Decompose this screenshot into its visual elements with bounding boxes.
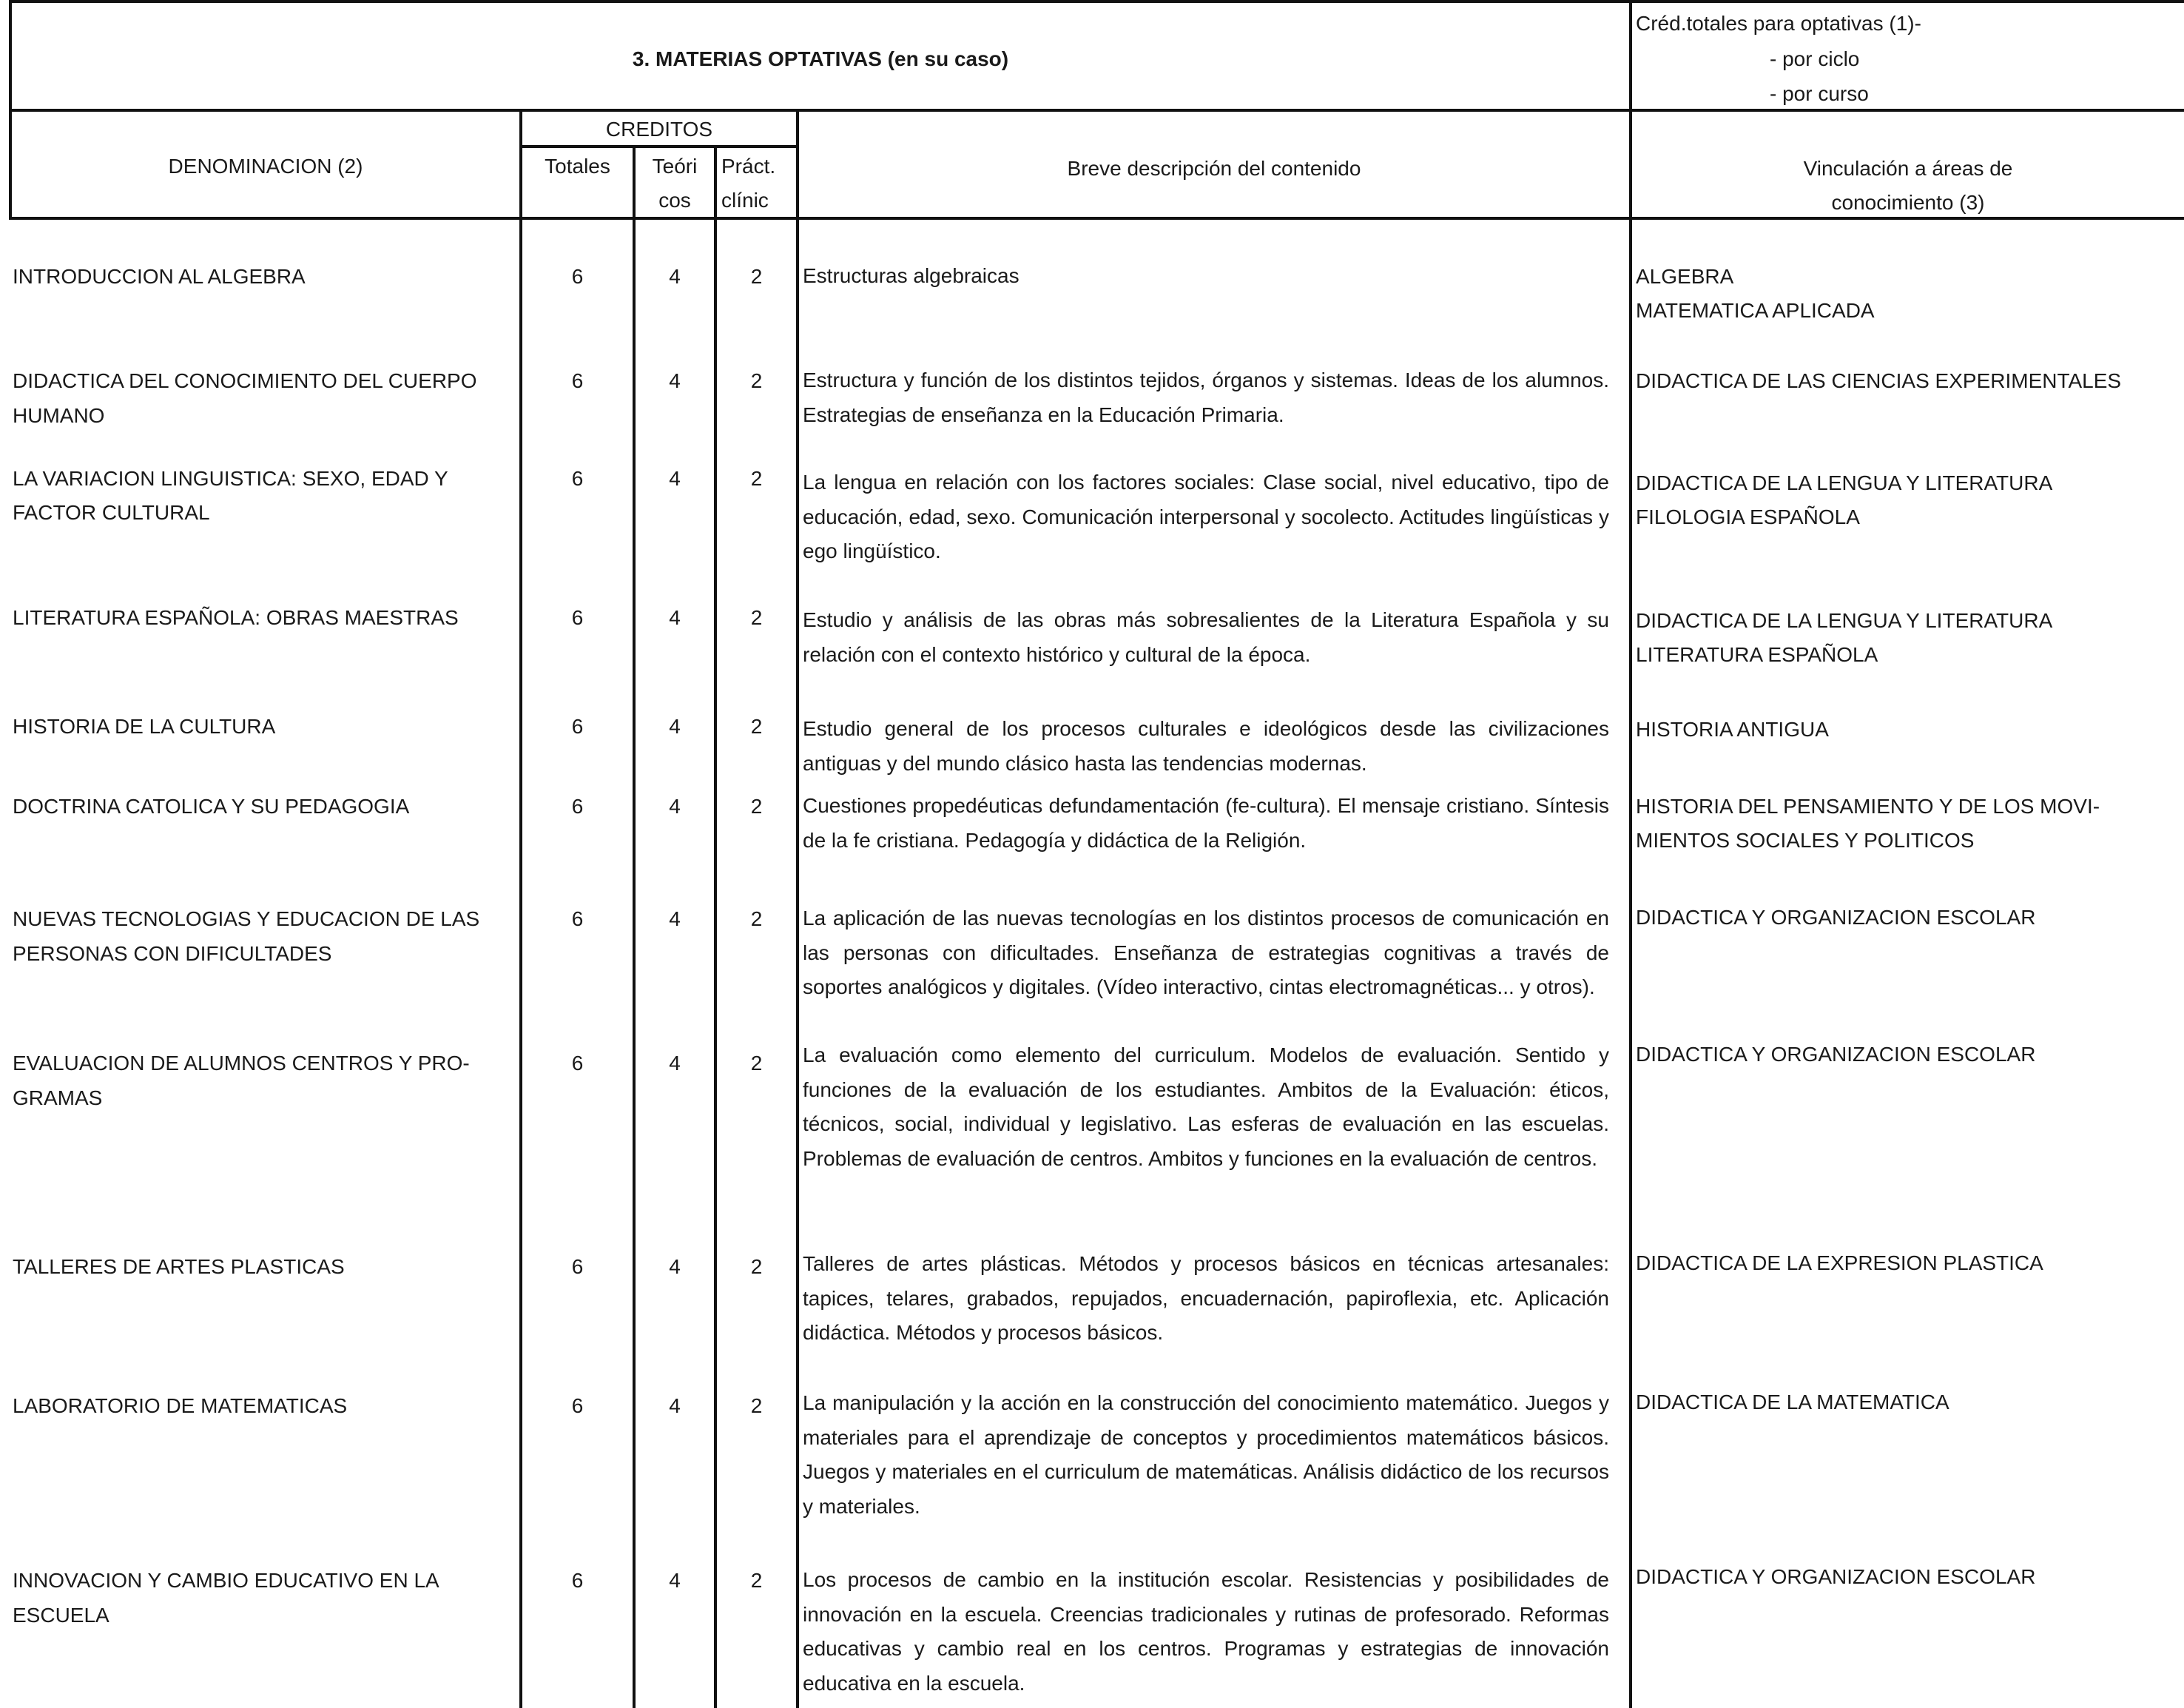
credits-note-line-1: Créd.totales para optativas (1)- — [1636, 12, 1921, 35]
knowledge-area: MIENTOS SOCIALES Y POLITICOS — [1636, 829, 1975, 852]
subject-description: Cuestiones propedéuticas defundamentación (fe-cultura). El mensaje cristiano. Síntesis de la fe cristiana. Pedagogía y didáctica de la Religión. — [803, 794, 1609, 852]
credits-totales: 6 — [571, 606, 584, 629]
credits-teoricos: 4 — [669, 1052, 681, 1075]
credits-teoricos: 4 — [669, 715, 681, 738]
credits-totales: 6 — [571, 1255, 584, 1278]
knowledge-area: DIDACTICA DE LA MATEMATICA — [1636, 1391, 1949, 1413]
credits-practicos: 2 — [750, 907, 763, 930]
subject-name: INTRODUCCION AL ALGEBRA — [13, 265, 306, 288]
header-teoricos-line-1: Teóri — [652, 155, 698, 178]
subject-name: GRAMAS — [13, 1086, 103, 1109]
credits-practicos: 2 — [750, 715, 763, 738]
header-vinculacion-line-1: Vinculación a áreas de — [1803, 157, 2013, 180]
knowledge-area: DIDACTICA DE LA LENGUA Y LITERATURA — [1636, 471, 2053, 494]
subject-description: Estudio general de los procesos culturales e ideológicos desde las civilizaciones antiguas y del mundo clásico hasta las tendencias modernas. — [803, 717, 1609, 775]
table-top-border — [9, 0, 2184, 3]
header-practicos-line-1: Práct. — [721, 155, 776, 178]
credits-teoricos: 4 — [669, 265, 681, 288]
credits-practicos: 2 — [750, 467, 763, 490]
subject-description: Talleres de artes plásticas. Métodos y procesos básicos en técnicas artesanales: tapices, telares, grabados, repujados, encuadernación, papiroflexia, etc. Aplicación didáctica. Métodos y procesos básicos. — [803, 1252, 1609, 1344]
credits-teoricos: 4 — [669, 1394, 681, 1417]
credits-note-line-3: - por curso — [1770, 82, 1869, 105]
header-descripcion: Breve descripción del contenido — [1067, 157, 1361, 180]
credits-teoricos: 4 — [669, 795, 681, 818]
subject-description: Estructura y función de los distintos tejidos, órganos y sistemas. Ideas de los alumnos. Estrategias de enseñanza en la Educación Primaria. — [803, 369, 1609, 426]
subject-name: LITERATURA ESPAÑOLA: OBRAS MAESTRAS — [13, 606, 459, 629]
subject-name: NUEVAS TECNOLOGIAS Y EDUCACION DE LAS — [13, 907, 480, 930]
credits-totales: 6 — [571, 1052, 584, 1075]
knowledge-area: HISTORIA DEL PENSAMIENTO Y DE LOS MOVI- — [1636, 795, 2100, 818]
subject-name: LA VARIACION LINGUISTICA: SEXO, EDAD Y — [13, 467, 448, 490]
knowledge-area: DIDACTICA Y ORGANIZACION ESCOLAR — [1636, 1043, 2036, 1066]
header-creditos: CREDITOS — [605, 118, 713, 141]
credits-teoricos: 4 — [669, 907, 681, 930]
credits-teoricos: 4 — [669, 1255, 681, 1278]
subject-description: La manipulación y la acción en la construcción del conocimiento matemático. Juegos y materiales para el aprendizaje de conceptos y procedimientos matemáticos básicos. Juegos y materiales en el curriculum de matemáticas. Análisis didáctico de los recursos y materiales. — [803, 1391, 1609, 1518]
credits-practicos: 2 — [750, 1569, 763, 1592]
credits-teoricos: 4 — [669, 1569, 681, 1592]
credits-totales: 6 — [571, 467, 584, 490]
credits-note-line-2: - por ciclo — [1770, 47, 1860, 70]
section-title: 3. MATERIAS OPTATIVAS (en su caso) — [632, 47, 1009, 70]
knowledge-area: DIDACTICA DE LA EXPRESION PLASTICA — [1636, 1251, 2043, 1274]
subject-description: La evaluación como elemento del curriculum. Modelos de evaluación. Sentido y funciones de la evaluación de los estudiantes. Ambitos de la Evaluación: éticos, técnicos, social, individual y legislativo. Las esferas de evaluación en las escuelas. Problemas de evaluación de centros. Ambitos y funciones en la evaluación de centros. — [803, 1043, 1609, 1170]
credits-totales: 6 — [571, 369, 584, 392]
credits-practicos: 2 — [750, 606, 763, 629]
subject-name: HUMANO — [13, 404, 105, 427]
header-vinculacion-line-2: conocimiento (3) — [1831, 191, 1985, 214]
credits-teoricos: 4 — [669, 467, 681, 490]
subject-name: FACTOR CULTURAL — [13, 501, 210, 524]
subject-name: DIDACTICA DEL CONOCIMIENTO DEL CUERPO — [13, 369, 477, 392]
knowledge-area: MATEMATICA APLICADA — [1636, 299, 1875, 322]
subject-name: EVALUACION DE ALUMNOS CENTROS Y PRO- — [13, 1052, 470, 1075]
header-totales: Totales — [545, 155, 610, 178]
credits-teoricos: 4 — [669, 369, 681, 392]
credits-practicos: 2 — [750, 1255, 763, 1278]
knowledge-area: DIDACTICA Y ORGANIZACION ESCOLAR — [1636, 906, 2036, 929]
subject-description: La lengua en relación con los factores sociales: Clase social, nivel educativo, tipo de educación, edad, sexo. Comunicación interpersonal y socolecto. Actitudes lingüísticas y ego lingüístico. — [803, 471, 1609, 562]
subject-name: DOCTRINA CATOLICA Y SU PEDAGOGIA — [13, 795, 410, 818]
knowledge-area: DIDACTICA DE LAS CIENCIAS EXPERIMENTALES — [1636, 369, 2122, 392]
credits-totales: 6 — [571, 795, 584, 818]
subject-description: Los procesos de cambio en la institución escolar. Resistencias y posibilidades de innovación en la escuela. Creencias tradicionales y rutinas de profesorado. Reformas educativas y cambio real en los centros. Programas y estrategias de innovación educativa en la escuela. — [803, 1568, 1609, 1695]
credits-totales: 6 — [571, 907, 584, 930]
subject-description: La aplicación de las nuevas tecnologías en los distintos procesos de comunicación en las personas con dificultades. Enseñanza de estrategias cognitivas a través de soportes analógicos y digitales. (Vídeo interactivo, cintas electromagnéticas... y otros). — [803, 907, 1609, 998]
header-practicos-line-2: clínic — [721, 189, 769, 212]
table-left-border — [9, 0, 12, 219]
subject-name: PERSONAS CON DIFICULTADES — [13, 942, 332, 965]
header-denominacion: DENOMINACION (2) — [168, 155, 363, 178]
subject-name: HISTORIA DE LA CULTURA — [13, 715, 276, 738]
credits-totales: 6 — [571, 715, 584, 738]
subject-name: ESCUELA — [13, 1604, 109, 1627]
header-teoricos-line-2: cos — [658, 189, 691, 212]
knowledge-area: LITERATURA ESPAÑOLA — [1636, 643, 1878, 666]
knowledge-area: FILOLOGIA ESPAÑOLA — [1636, 505, 1860, 528]
column-divider-practicos — [796, 109, 799, 1708]
credits-practicos: 2 — [750, 1052, 763, 1075]
subject-description: Estudio y análisis de las obras más sobresalientes de la Literatura Española y su relación con el contexto histórico y cultural de la época. — [803, 608, 1609, 666]
credits-practicos: 2 — [750, 369, 763, 392]
subject-description: Estructuras algebraicas — [803, 264, 1019, 287]
credits-totales: 6 — [571, 1569, 584, 1592]
credits-totales: 6 — [571, 1394, 584, 1417]
subject-name: TALLERES DE ARTES PLASTICAS — [13, 1255, 345, 1278]
credits-teoricos: 4 — [669, 606, 681, 629]
credits-practicos: 2 — [750, 795, 763, 818]
subject-name: LABORATORIO DE MATEMATICAS — [13, 1394, 348, 1417]
credits-totales: 6 — [571, 265, 584, 288]
knowledge-area: DIDACTICA Y ORGANIZACION ESCOLAR — [1636, 1565, 2036, 1588]
knowledge-area: DIDACTICA DE LA LENGUA Y LITERATURA — [1636, 609, 2053, 632]
column-divider-descripcion — [1629, 0, 1632, 1708]
subject-name: INNOVACION Y CAMBIO EDUCATIVO EN LA — [13, 1569, 439, 1592]
credits-practicos: 2 — [750, 265, 763, 288]
knowledge-area: HISTORIA ANTIGUA — [1636, 718, 1829, 741]
knowledge-area: ALGEBRA — [1636, 265, 1734, 288]
credits-practicos: 2 — [750, 1394, 763, 1417]
